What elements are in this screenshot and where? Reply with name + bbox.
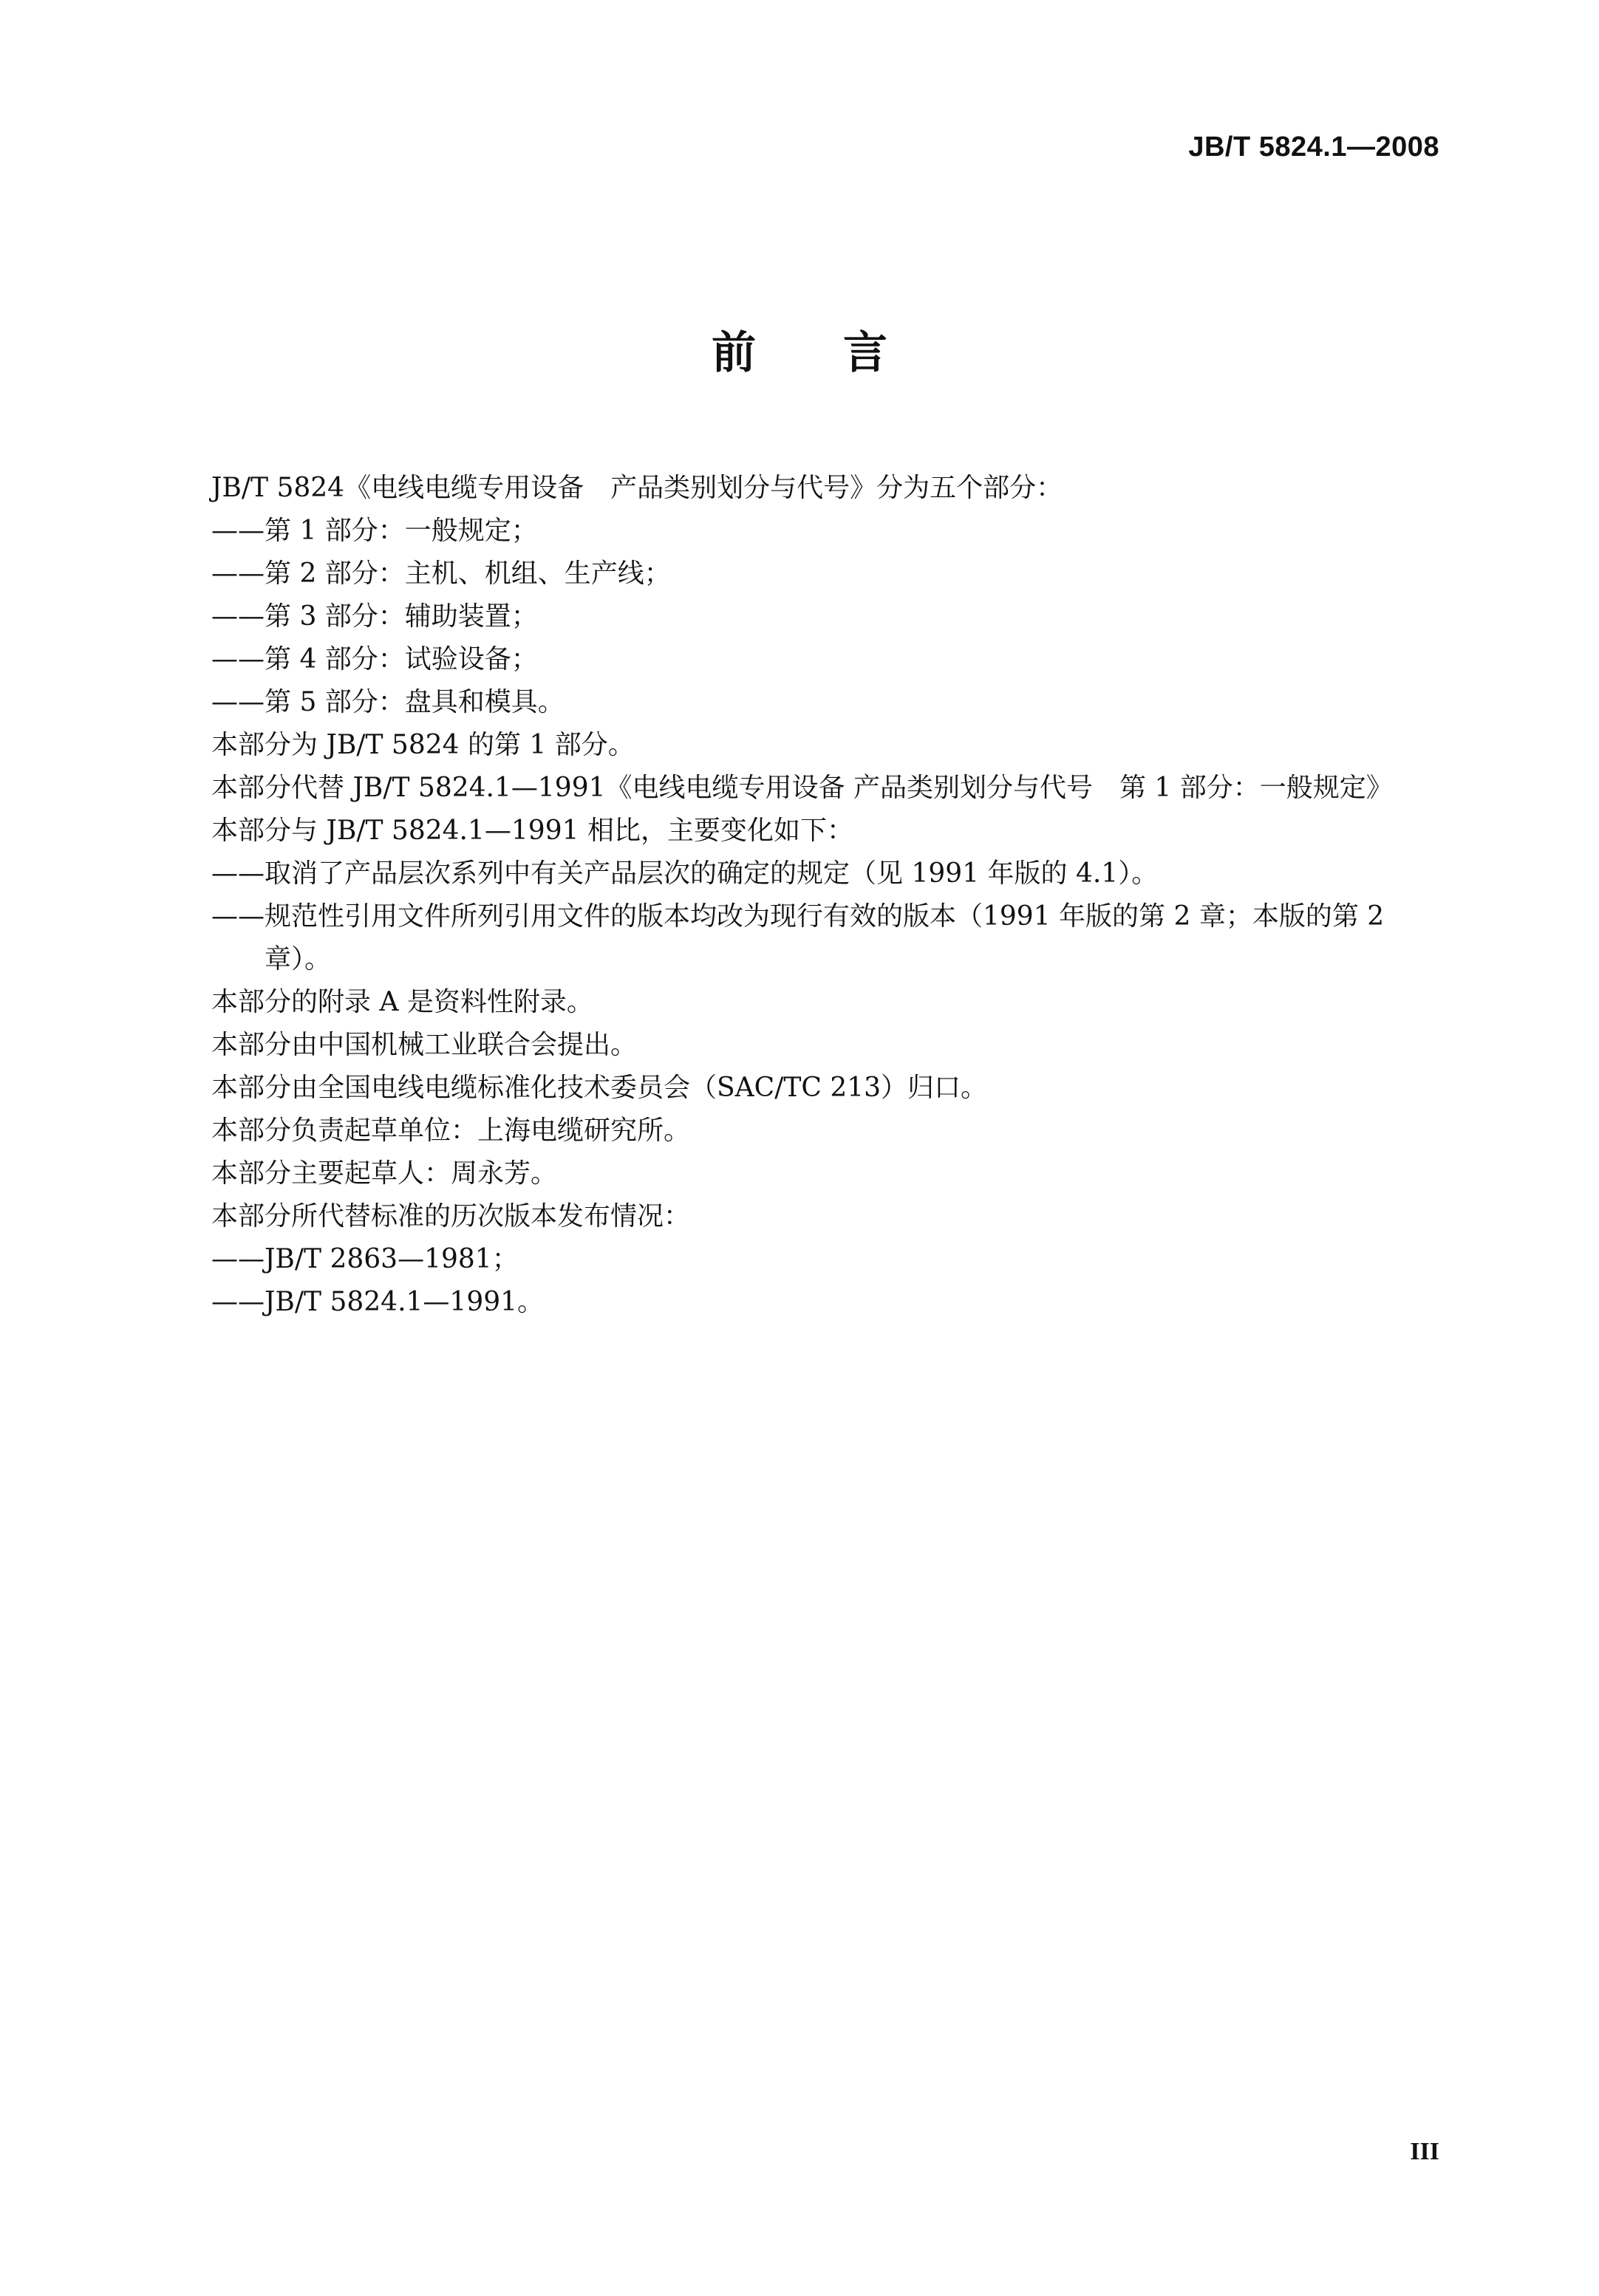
history-item-2: ——JB/T 5824.1—1991。: [211, 1287, 545, 1317]
page-number: III: [1410, 2138, 1439, 2165]
change-item-2-continued: 章）。: [265, 944, 332, 974]
proposer-statement: 本部分由中国机械工业联合会提出。: [211, 1030, 638, 1060]
part-statement: 本部分为 JB/T 5824 的第 1 部分。: [211, 730, 635, 760]
drafting-unit: 本部分负责起草单位：上海电缆研究所。: [211, 1115, 691, 1146]
history-item-1: ——JB/T 2863—1981；: [211, 1244, 519, 1274]
changes-intro: 本部分与 JB/T 5824.1—1991 相比，主要变化如下：: [211, 816, 853, 846]
part-4-item: ——第 4 部分：试验设备；: [211, 644, 538, 674]
standard-number: JB/T 5824.1—2008: [1188, 131, 1439, 163]
part-2-item: ——第 2 部分：主机、机组、生产线；: [211, 558, 671, 589]
change-item-1: ——取消了产品层次系列中有关产品层次的确定的规定（见 1991 年版的 4.1）。: [211, 858, 1159, 889]
part-1-item: ——第 1 部分：一般规定；: [211, 516, 538, 546]
history-intro: 本部分所代替标准的历次版本发布情况：: [211, 1201, 691, 1231]
page-title: 前言: [712, 327, 975, 379]
main-drafter: 本部分主要起草人：周永芳。: [211, 1158, 558, 1189]
committee-statement: 本部分由全国电线电缆标准化技术委员会（SAC/TC 213）归口。: [211, 1073, 988, 1103]
replacement-statement: 本部分代替 JB/T 5824.1—1991《电线电缆专用设备 产品类别划分与代号 第 1 部分：一般规定》: [211, 773, 1393, 803]
part-5-item: ——第 5 部分：盘具和模具。: [211, 687, 565, 717]
foreword-body: [211, 467, 1453, 1324]
appendix-statement: 本部分的附录 A 是资料性附录。: [211, 987, 593, 1017]
intro-line: JB/T 5824《电线电缆专用设备 产品类别划分与代号》分为五个部分：: [211, 473, 1063, 503]
change-item-2: ——规范性引用文件所列引用文件的版本均改为现行有效的版本（1991 年版的第 2 章；本版的第 2: [211, 901, 1385, 932]
part-3-item: ——第 3 部分：辅助装置；: [211, 601, 538, 632]
